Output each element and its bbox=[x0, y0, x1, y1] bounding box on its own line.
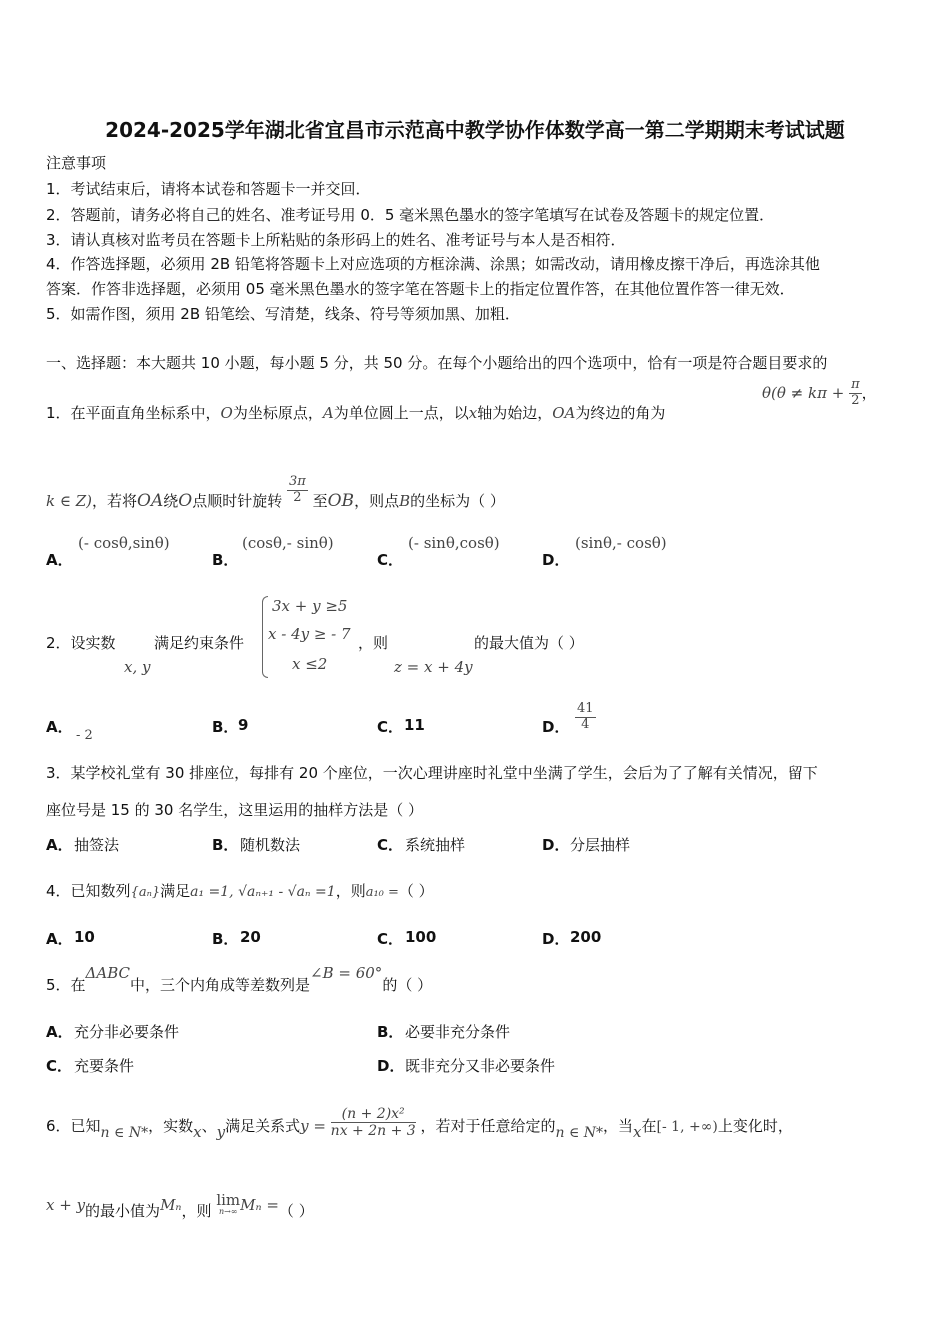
q5-option-a-value: 充分非必要条件 bbox=[74, 1023, 180, 1041]
q2-option-a-value: - 2 bbox=[76, 728, 93, 743]
q3-option-b-label[interactable]: B． bbox=[212, 836, 239, 854]
question-2-vars: x, y bbox=[124, 658, 151, 676]
q3-option-d-value: 分层抽样 bbox=[570, 836, 631, 854]
q5-option-d-value: 既非充分又非必要条件 bbox=[405, 1057, 556, 1075]
q5-option-b-label[interactable]: B． bbox=[377, 1023, 404, 1041]
q4-option-c-label[interactable]: C． bbox=[377, 930, 404, 948]
q1-option-a-value: (- cosθ,sinθ) bbox=[78, 534, 170, 552]
q4-option-a-label[interactable]: A． bbox=[46, 930, 73, 948]
question-2-text-2: 满足约束条件 bbox=[154, 634, 245, 652]
question-1-line-2: k ∈ Z)，若将OA绕O点顺时针旋转 $\frac{3\pi}{2}$ 至OB，则点B的坐标为（ ） bbox=[46, 474, 505, 511]
question-5-line: 5．在ΔABC中，三个内角成等差数列是∠B = 60°的（ ） bbox=[46, 964, 433, 994]
q2-option-c-value: 11 bbox=[404, 716, 425, 734]
q1-option-a-label[interactable]: A． bbox=[46, 551, 73, 569]
constraint-1: 3x + y ≥5 bbox=[272, 597, 348, 615]
question-2-text-4: 的最大值为（ ） bbox=[474, 634, 584, 652]
q4-option-a-value: 10 bbox=[74, 928, 95, 946]
q1-option-d-value: (sinθ,- cosθ) bbox=[575, 534, 667, 552]
q4-option-d-value: 200 bbox=[570, 928, 602, 946]
q1-option-c-label[interactable]: C． bbox=[377, 551, 404, 569]
q3-option-b-value: 随机数法 bbox=[240, 836, 301, 854]
q5-option-c-label[interactable]: C． bbox=[46, 1057, 73, 1075]
q2-option-a-label[interactable]: A． bbox=[46, 718, 73, 736]
q2-option-b-label[interactable]: B． bbox=[212, 718, 239, 736]
question-3-line-2: 座位号是 15 的 30 名学生，这里运用的抽样方法是（ ） bbox=[46, 801, 424, 819]
notice-item: 答案．作答非选择题，必须用 05 毫米黑色墨水的签字笔在答题卡上的指定位置作答，在其他位置作答一律无效． bbox=[46, 280, 795, 298]
notice-item: 1．考试结束后，请将本试卷和答题卡一并交回． bbox=[46, 180, 371, 198]
q1-option-b-value: (cosθ,- sinθ) bbox=[242, 534, 334, 552]
q2-option-d-label[interactable]: D． bbox=[542, 718, 570, 736]
q3-option-a-label[interactable]: A． bbox=[46, 836, 73, 854]
question-1-line-1: 1．在平面直角坐标系中，O为坐标原点，A为单位圆上一点，以x轴为始边，OA为终边的角为 bbox=[46, 404, 666, 422]
question-3-line-1: 3．某学校礼堂有 30 排座位，每排有 20 个座位，一次心理讲座时礼堂中坐满了学生，会后为了了解有关情况，留下 bbox=[46, 764, 818, 782]
q2-option-d-value: $\frac{41}{4}$ bbox=[577, 701, 594, 732]
notice-item: 2．答题前，请务必将自己的姓名、准考证号用 0．5 毫米黑色墨水的签字笔填写在试卷及答题卡的规定位置． bbox=[46, 206, 775, 224]
constraint-3: x ≤2 bbox=[292, 655, 328, 673]
question-6-line-1: 6．已知n ∈ N*，实数x、y满足关系式y = $\frac{\text{(n + 2)x²}}{nx + 2n + 3}$ ，若对于任意给定的n ∈ N*，当x在[- 1, +∞)上变化时， bbox=[46, 1106, 793, 1142]
q1-option-d-label[interactable]: D． bbox=[542, 551, 570, 569]
q5-option-c-value: 充要条件 bbox=[74, 1057, 135, 1075]
question-2-objective: z = x + 4y bbox=[394, 658, 473, 676]
question-4-line: 4．已知数列{aₙ}满足a₁ =1, √aₙ₊₁ - √aₙ =1，则a₁₀ =（ ） bbox=[46, 882, 434, 900]
q5-option-d-label[interactable]: D． bbox=[377, 1057, 405, 1075]
section-heading: 一、选择题：本大题共 10 小题，每小题 5 分，共 50 分。在每个小题给出的四个选项中，恰有一项是符合题目要求的 bbox=[46, 354, 828, 372]
q4-option-b-label[interactable]: B． bbox=[212, 930, 239, 948]
notice-item: 3．请认真核对监考员在答题卡上所粘贴的条形码上的姓名、准考证号与本人是否相符． bbox=[46, 231, 626, 249]
question-6-line-2: x + y的最小值为Mₙ，则 lim n→∞ Mₙ =（ ） bbox=[46, 1191, 314, 1220]
notice-item: 4．作答选择题，必须用 2B 铅笔将答题卡上对应选项的方框涂满、涂黑；如需改动，请用橡皮擦干净后，再选涂其他 bbox=[46, 255, 820, 273]
q4-option-b-value: 20 bbox=[240, 928, 261, 946]
notice-heading: 注意事项 bbox=[46, 154, 107, 172]
question-2-text-3: ，则 bbox=[358, 634, 389, 652]
q4-option-d-label[interactable]: D． bbox=[542, 930, 570, 948]
q1-option-b-label[interactable]: B． bbox=[212, 551, 239, 569]
q3-option-c-label[interactable]: C． bbox=[377, 836, 404, 854]
q3-option-c-value: 系统抽样 bbox=[405, 836, 466, 854]
q2-option-c-label[interactable]: C． bbox=[377, 718, 404, 736]
q5-option-a-label[interactable]: A． bbox=[46, 1023, 73, 1041]
q4-option-c-value: 100 bbox=[405, 928, 437, 946]
q3-option-a-value: 抽签法 bbox=[74, 836, 120, 854]
q3-option-d-label[interactable]: D． bbox=[542, 836, 570, 854]
q1-option-c-value: (- sinθ,cosθ) bbox=[408, 534, 500, 552]
question-1-angle-expr: θ(θ ≠ kπ + $\frac{\pi}{2}$ ， bbox=[762, 377, 877, 408]
question-2-text-1: 2．设实数 bbox=[46, 634, 116, 652]
page-title: 2024-2025学年湖北省宜昌市示范高中教学协作体数学高一第二学期期末考试试题 bbox=[105, 118, 845, 142]
notice-item: 5．如需作图，须用 2B 铅笔绘、写清楚，线条、符号等须加黑、加粗． bbox=[46, 305, 520, 323]
q2-option-b-value: 9 bbox=[238, 716, 249, 734]
constraint-2: x - 4y ≥ - 7 bbox=[268, 625, 351, 643]
q5-option-b-value: 必要非充分条件 bbox=[405, 1023, 511, 1041]
